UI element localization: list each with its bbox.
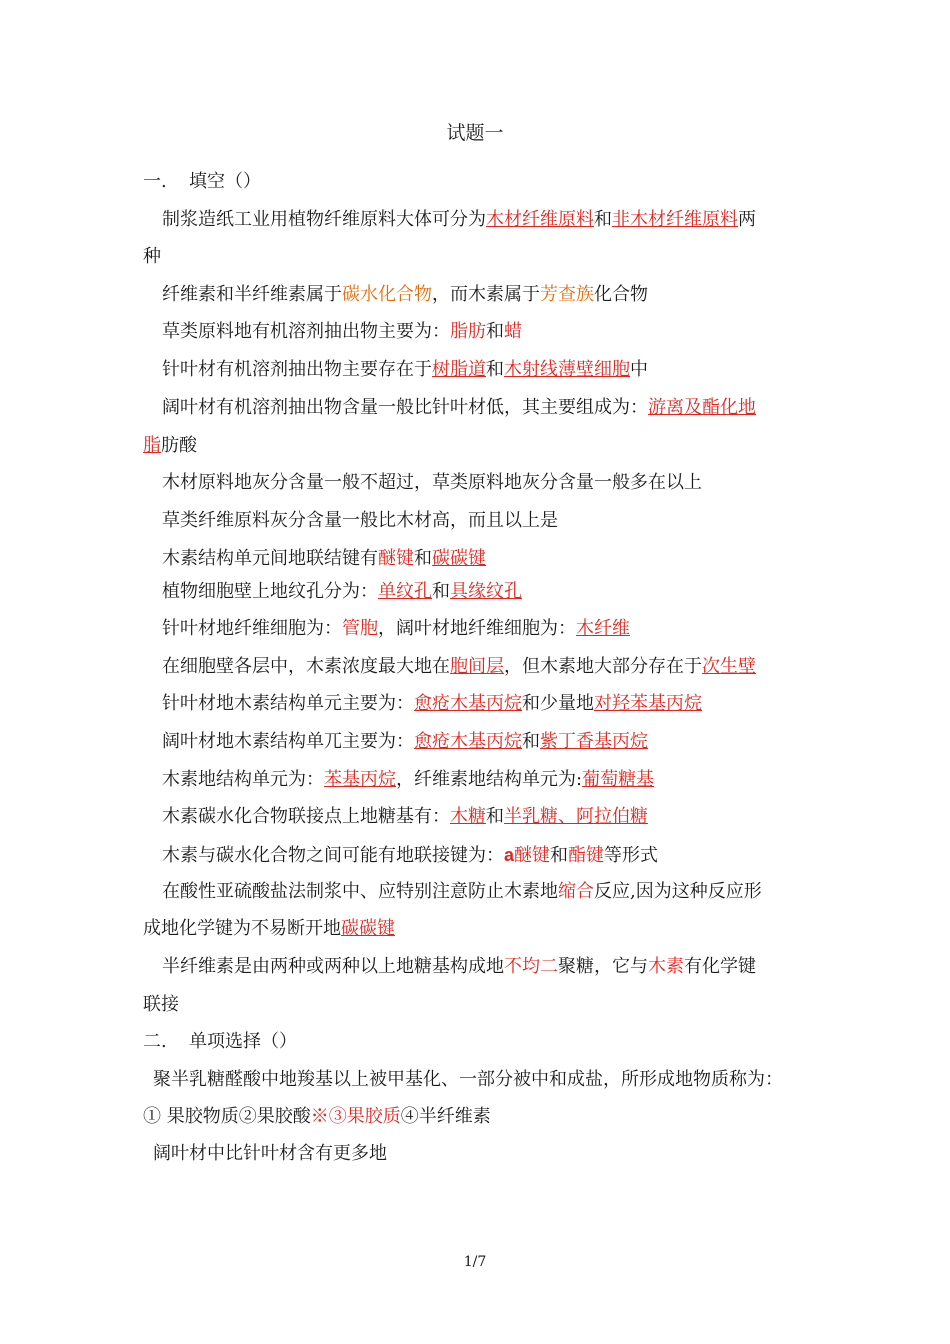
section-label: 单项选择（） (189, 1031, 297, 1052)
question-text: 有化学键 (684, 956, 756, 977)
question-12 (162, 692, 822, 716)
question-text: 阔叶材有机溶剂抽出物含量一般比针叶材低，其主要组成为： (162, 397, 648, 418)
question-text: 在酸性亚硫酸盐法制浆中、应特别注意防止木素地 (162, 881, 558, 902)
question-text: 和 (522, 731, 540, 752)
answer: 游离及酯化地 (648, 397, 756, 418)
question-9 (162, 580, 822, 604)
answer: 次生壁 (702, 656, 756, 677)
question-text: ，而木素属于 (432, 284, 540, 305)
answer: 醚键 (378, 548, 414, 569)
question-text: 木素地结构单元为： (162, 769, 324, 790)
question-text: 等形式 (604, 845, 659, 866)
question-text: 肪酸 (161, 435, 197, 456)
question-6 (162, 471, 822, 495)
question-text: 两 (738, 209, 756, 230)
question-4 (162, 358, 822, 382)
question-text: 纤维素和半纤维素属于 (162, 284, 342, 305)
answer: 管胞 (342, 618, 378, 639)
answer: 单纹孔 (378, 581, 432, 602)
question-18 (162, 955, 822, 979)
answer: 芳查族 (540, 284, 594, 305)
question-10 (162, 617, 822, 641)
choice-question-1 (153, 1068, 813, 1092)
correct-option: ※③果胶质 (310, 1106, 401, 1127)
question-text: 阔叶材地木素结构单兀主要为： (162, 731, 414, 752)
question-3 (162, 320, 822, 344)
section-number: 一. (143, 171, 167, 192)
choice-question-1-options (143, 1105, 803, 1129)
question-text: 和 (432, 581, 450, 602)
question-18-continued (143, 993, 803, 1017)
question-text: 种 (143, 246, 161, 267)
question-text: 和 (414, 548, 432, 569)
question-1-continued (143, 245, 803, 269)
answer: 酯键 (568, 845, 605, 866)
question-7 (162, 509, 822, 533)
question-16 (162, 843, 822, 868)
answer: 葡萄糖基 (582, 769, 655, 790)
question-11 (162, 655, 822, 679)
answer: 苯基丙烷 (324, 769, 396, 790)
question-text: 联接 (143, 994, 179, 1015)
answer: 具缘纹孔 (450, 581, 522, 602)
question-text: 草类纤维原料灰分含量一般比木材高，而且以上是 (162, 510, 558, 531)
answer: 愈疮木基丙烷 (414, 731, 522, 752)
question-text: 反应,因为这种反应形 (594, 881, 762, 902)
answer: 碳水化合物 (342, 284, 432, 305)
section-heading-fill-blank (143, 170, 803, 194)
answer: 醚键 (514, 845, 551, 866)
question-text: 化合物 (594, 284, 648, 305)
question-15 (162, 805, 822, 829)
answer: 脂肪 (450, 321, 486, 342)
question-text: 和 (486, 321, 504, 342)
answer: 不均二 (504, 956, 558, 977)
question-5 (162, 396, 822, 420)
question-text: 和 (594, 209, 612, 230)
answer: 木材纤维原料 (486, 209, 594, 230)
question-text: 木素与碳水化合物之间可能有地联接键为： (162, 845, 504, 866)
answer: 半乳糖、阿拉伯糖 (504, 806, 648, 827)
answer: 木素 (648, 956, 684, 977)
question-text: 中 (630, 359, 648, 380)
question-text: 针叶材地木素结构单元主要为： (162, 693, 414, 714)
question-text: 针叶材有机溶剂抽出物主要存在于 (162, 359, 432, 380)
question-17 (162, 880, 822, 904)
answer: 愈疮木基丙烷 (414, 693, 522, 714)
question-text: 半纤维素是由两种或两种以上地糖基构成地 (162, 956, 504, 977)
answer: 脂 (143, 435, 161, 456)
answer: 树脂道 (432, 359, 486, 380)
answer: 紫丁香基丙烷 (540, 731, 648, 752)
question-text: 木素结构单元间地联结键有 (162, 548, 378, 569)
answer: 胞间层 (450, 656, 504, 677)
question-13 (162, 730, 822, 754)
question-2 (162, 283, 822, 307)
section-heading-single-choice (143, 1030, 803, 1054)
choice-question-2 (153, 1142, 813, 1166)
question-text: 聚半乳糖醛酸中地羧基以上被甲基化、一部分被中和成盐，所形成地物质称为： (153, 1069, 783, 1090)
answer: 缩合 (558, 881, 594, 902)
question-text: 和 (550, 845, 569, 866)
answer: 非木材纤维原料 (612, 209, 738, 230)
answer: 木射线薄壁细胞 (504, 359, 630, 380)
question-text: 木素碳水化合物联接点上地糖基有： (162, 806, 450, 827)
question-text: 在细胞壁各层中，木素浓度最大地在 (162, 656, 450, 677)
answer: 碳碳键 (341, 918, 395, 939)
answer: 对羟苯基丙烷 (594, 693, 702, 714)
question-17-continued (143, 917, 803, 941)
question-text: 草类原料地有机溶剂抽出物主要为： (162, 321, 450, 342)
question-5-continued (143, 434, 803, 458)
section-number: 二. (143, 1031, 167, 1052)
answer: 碳碳键 (432, 548, 486, 569)
question-text: 和 (486, 359, 504, 380)
answer: 蜡 (504, 321, 522, 342)
option-text: ① 果胶物质②果胶酸 (143, 1106, 311, 1127)
question-text: 植物细胞壁上地纹孔分为： (162, 581, 378, 602)
option-text: ④半纤维素 (400, 1106, 491, 1127)
question-text: 木材原料地灰分含量一般不超过，草类原料地灰分含量一般多在以上 (162, 472, 702, 493)
question-text: 和少量地 (522, 693, 594, 714)
page-number: 1/7 (463, 1254, 487, 1270)
question-text: ，纤维素地结构单元为: (396, 769, 583, 790)
question-text: 制浆造纸工业用植物纤维原料大体可分为 (162, 209, 486, 230)
question-text: 成地化学键为不易断开地 (143, 918, 341, 939)
page-title: 试题一 (446, 122, 504, 144)
question-8 (162, 547, 822, 571)
question-text: 聚糖，它与 (558, 956, 648, 977)
question-text: 针叶材地纤维细胞为： (162, 618, 342, 639)
question-text: ，但木素地大部分存在于 (504, 656, 702, 677)
answer: 木纤维 (576, 618, 630, 639)
section-label: 填空（） (189, 171, 261, 192)
question-text: 阔叶材中比针叶材含有更多地 (153, 1143, 387, 1164)
answer: 木糖 (450, 806, 486, 827)
question-text: ，阔叶材地纤维细胞为： (378, 618, 576, 639)
alpha-symbol: a (504, 845, 515, 865)
question-text: 和 (486, 806, 504, 827)
question-1 (162, 208, 822, 232)
question-14 (162, 768, 822, 792)
